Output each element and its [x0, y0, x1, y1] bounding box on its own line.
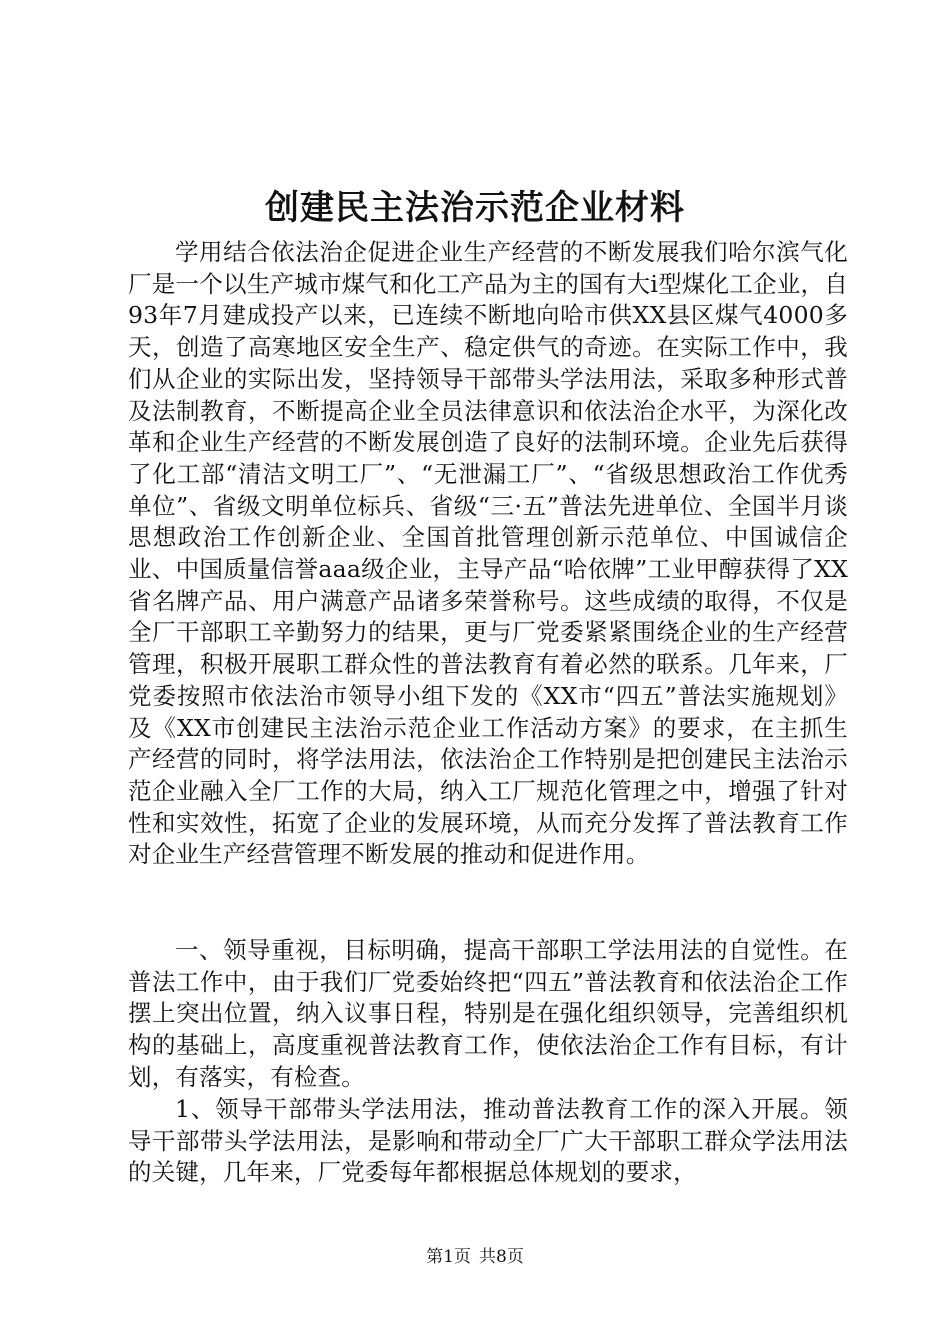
- paragraph-text: 学用结合依法治企促进企业生产经营的不断发展我们哈尔滨气化厂是一个以生产城市煤气和化工产品为主的国有大ⅰ型煤化工企业，自93年7月建成投产以来，已连续不断地向哈市供XX县区煤气4000多天，创造了高寒地区安全生产、稳定供气的奇迹。在实际工作中，我们从企业的实际出发，坚持领导干部带头学法用法，采取多种形式普及法制教育，不断提高企业全员法律意识和依法治企水平，为深化改革和企业生产经营的不断发展创造了良好的法制环境。企业先后获得了化工部“清洁文明工厂”、“无泄漏工厂”、“省级思想政治工作优秀单位”、省级文明单位标兵、省级“三·五”普法先进单位、全国半月谈思想政治工作创新企业、全国首批管理创新示范单位、中国诚信企业、中国质量信誉aaa级企业，主导产品“哈依牌”工业甲醇获得了XX省名牌产品、用户满意产品诸多荣誉称号。这些成绩的取得，不仅是全厂干部职工辛勤努力的结果，更与厂党委紧紧围绕企业的生产经营管理，积极开展职工群众性的普法教育有着必然的联系。几年来，厂党委按照市依法治市领导小组下发的《XX市“四五”普法实施规划》及《XX市创建民主法治示范企业工作活动方案》的要求，在主抓生产经营的同时，将学法用法，依法治企工作特别是把创建民主法治示范企业融入全厂工作的大局，纳入工厂规范化管理之中，增强了针对性和实效性，拓宽了企业的发展环境，从而充分发挥了普法教育工作对企业生产经营管理不断发展的推动和促进作用。: [128, 238, 848, 869]
- paragraph-section-1: [128, 935, 848, 1094]
- paragraph-text: 一、领导重视，目标明确，提高干部职工学法用法的自觉性。在普法工作中，由于我们厂党委始终把“四五”普法教育和依法治企工作摆上突出位置，纳入议事日程，特别是在强化组织领导，完善组织机构的基础上，高度重视普法教育工作，使依法治企工作有目标，有计划，有落实，有检查。: [128, 936, 848, 1091]
- paragraph-intro: [128, 237, 848, 871]
- document-title: 创建民主法治示范企业材料: [265, 188, 685, 228]
- page-total: 共8页: [479, 1247, 524, 1267]
- page-number: 第1页: [426, 1247, 471, 1267]
- paragraph-subsection-1: [128, 1094, 848, 1189]
- page-footer: [0, 1246, 950, 1268]
- paragraph-text: 1、领导干部带头学法用法，推动普法教育工作的深入开展。领导干部带头学法用法，是影响和带动全厂广大干部职工群众学法用法的关键，几年来，厂党委每年都根据总体规划的要求，: [128, 1095, 848, 1187]
